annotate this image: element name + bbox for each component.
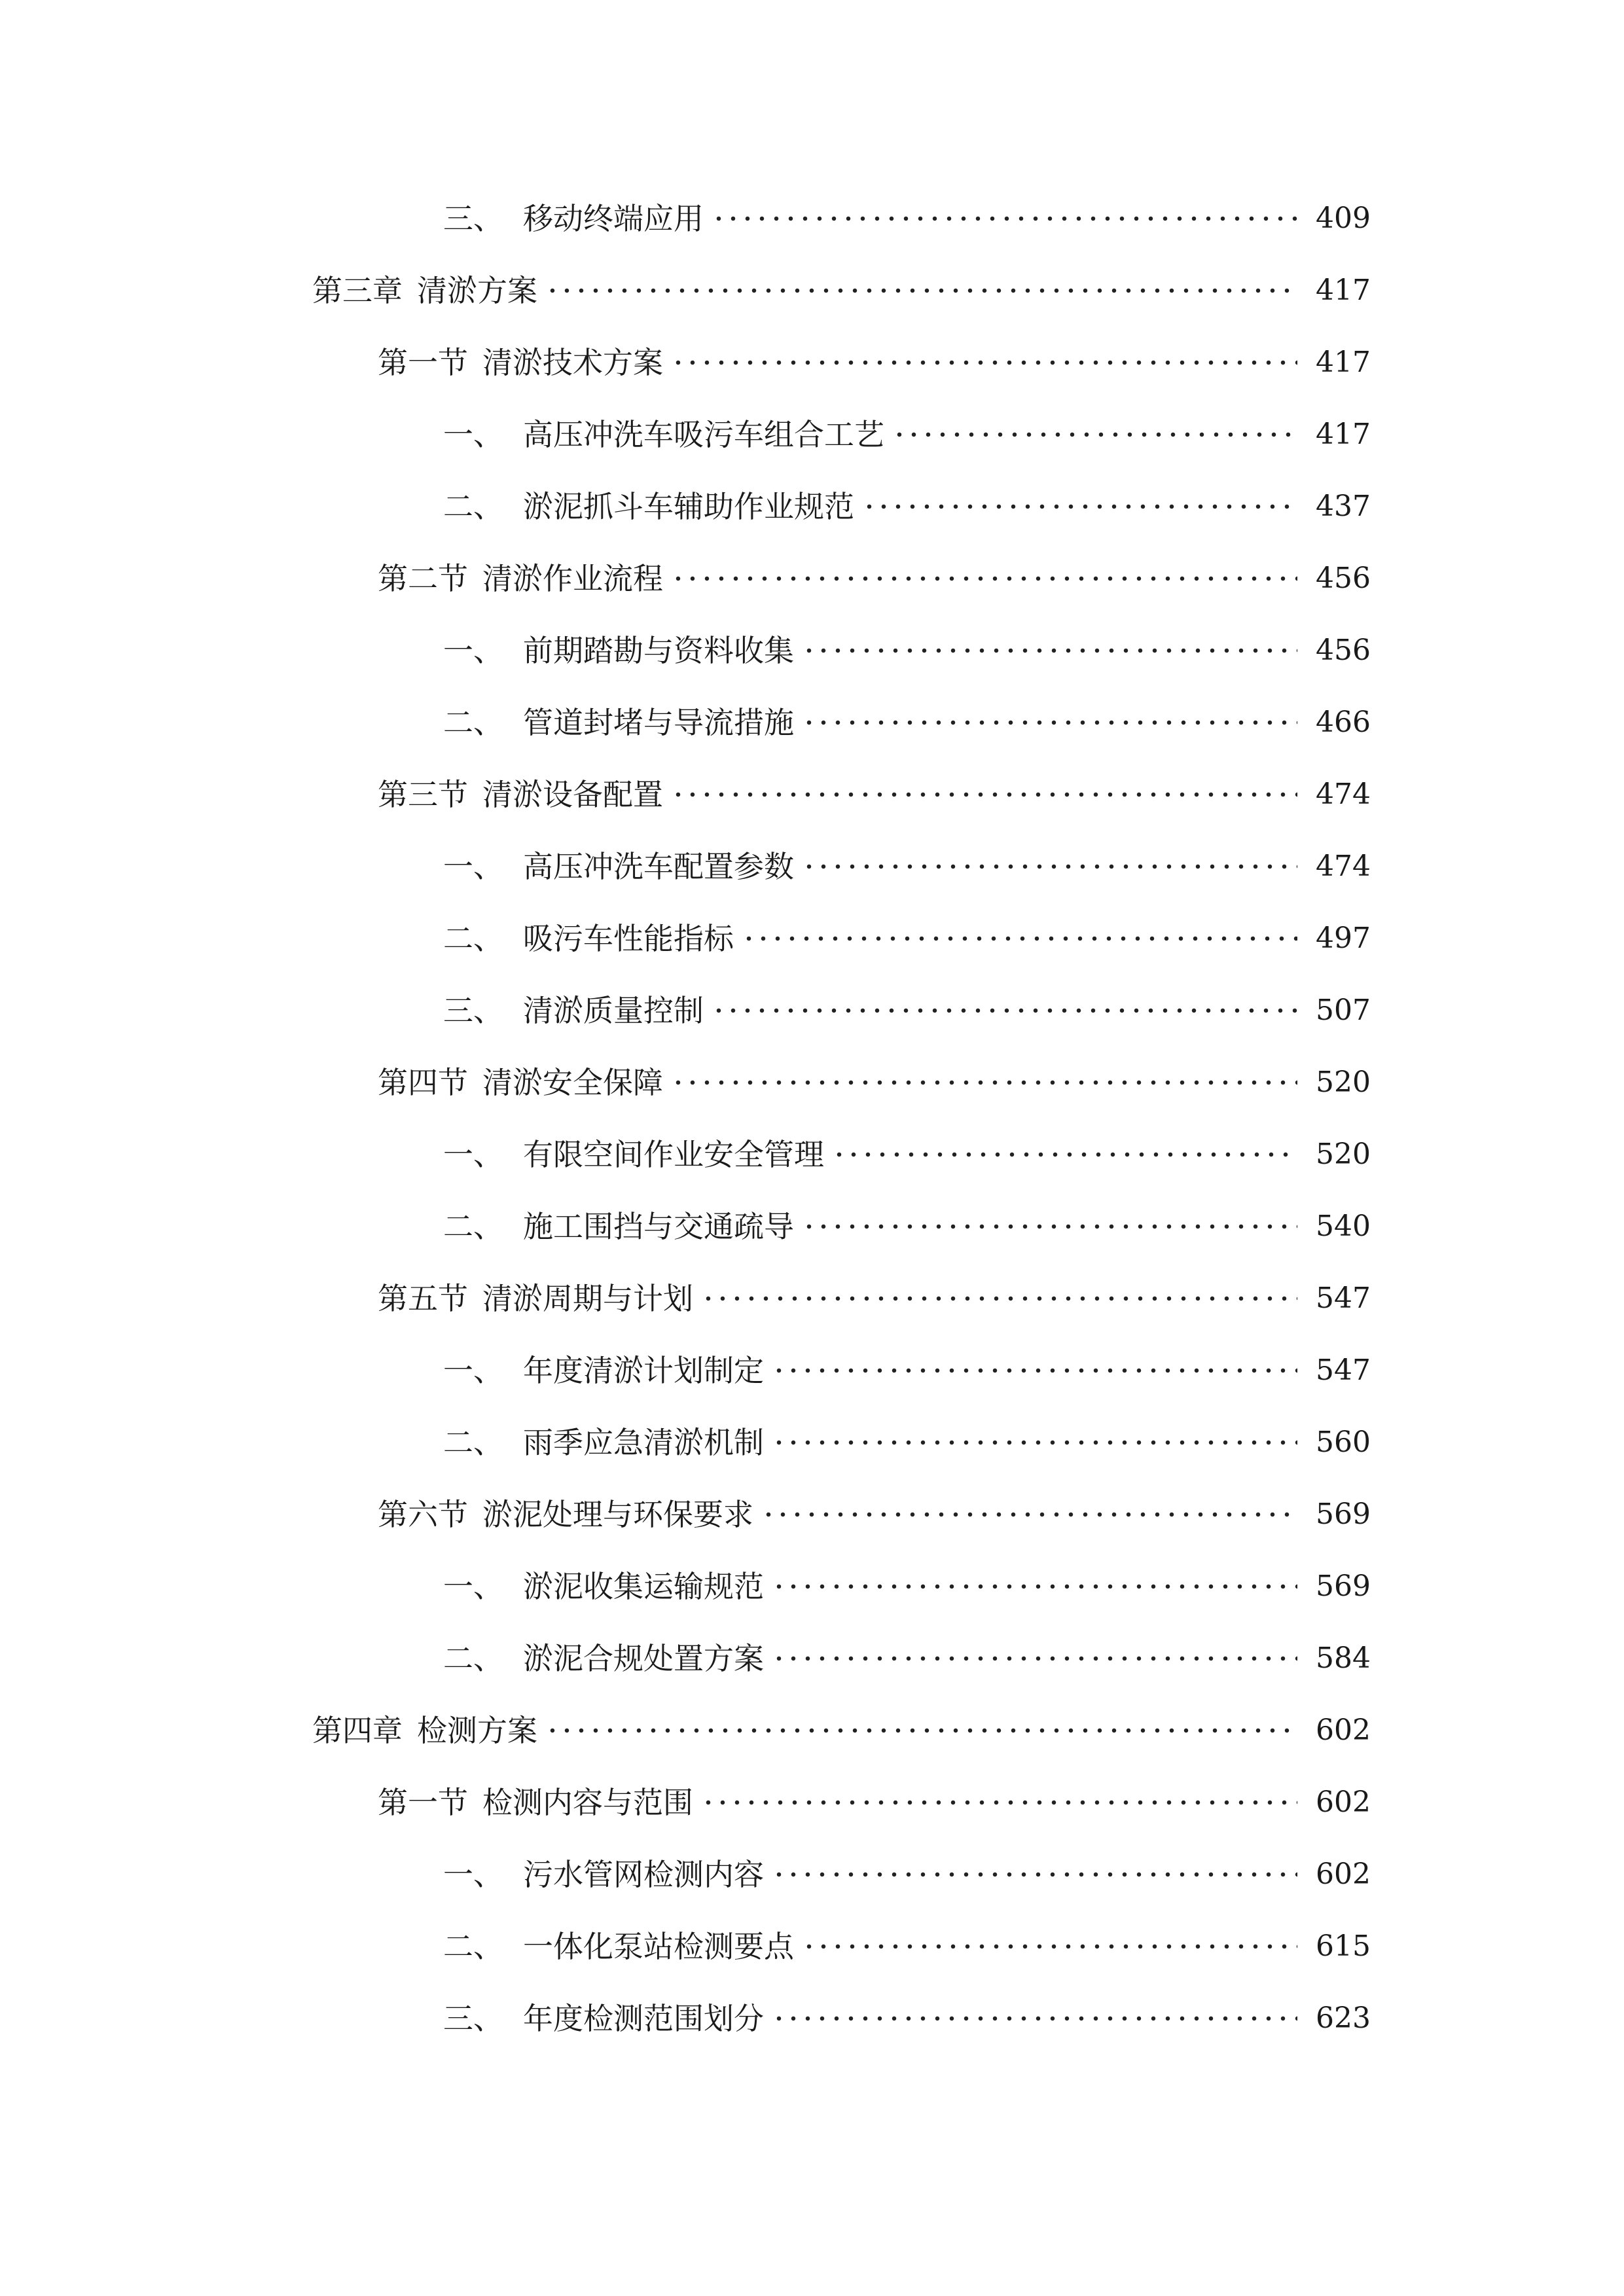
- toc-entry-title: 有限空间作业安全管理: [523, 1137, 824, 1172]
- toc-entry-title: 年度检测范围划分: [523, 2001, 764, 2036]
- toc-entry-page: 520: [1316, 1066, 1371, 1099]
- dot-leader: [772, 1655, 1297, 1662]
- toc-entry-title: 清淤周期与计划: [482, 1281, 693, 1316]
- dot-leader: [671, 359, 1297, 367]
- toc-entry[interactable]: [443, 912, 1371, 965]
- toc-entry-label: [378, 1488, 753, 1541]
- toc-entry[interactable]: [443, 1632, 1371, 1685]
- toc-entry-page: 409: [1316, 202, 1371, 235]
- toc-entry-prefix: 第五节: [378, 1281, 468, 1316]
- toc-entry-label: [443, 480, 854, 533]
- toc-entry[interactable]: [443, 1344, 1371, 1397]
- toc-entry-title: 淤泥收集运输规范: [523, 1569, 764, 1604]
- toc-entry-title: 清淤质量控制: [523, 993, 704, 1028]
- toc-entry-page: 520: [1316, 1138, 1371, 1171]
- toc-entry[interactable]: [443, 1920, 1371, 1973]
- toc-entry-prefix: 第三章: [312, 273, 403, 308]
- toc-entry-prefix: 三、: [443, 201, 503, 236]
- toc-entry-prefix: 二、: [443, 1641, 503, 1676]
- toc-entry[interactable]: [378, 1776, 1371, 1829]
- dot-leader: [671, 791, 1297, 798]
- toc-entry-title: 雨季应急清淤机制: [523, 1425, 764, 1460]
- toc-entry-prefix: 一、: [443, 1569, 503, 1604]
- toc-entry-label: [443, 408, 884, 461]
- toc-entry-label: [312, 264, 537, 317]
- toc-entry-page: 456: [1316, 562, 1371, 595]
- toc-entry-prefix: 一、: [443, 1353, 503, 1388]
- toc-entry[interactable]: [443, 1992, 1371, 2045]
- toc-entry-title: 清淤设备配置: [482, 777, 663, 812]
- toc-entry-label: [443, 624, 794, 677]
- toc-entry-prefix: 第二节: [378, 561, 468, 596]
- toc-entry[interactable]: [312, 1704, 1371, 1757]
- dot-leader: [712, 1007, 1297, 1014]
- toc-entry-label: [443, 1632, 764, 1685]
- toc-entry-title: 检测内容与范围: [482, 1785, 693, 1820]
- toc-entry-label: [443, 696, 794, 749]
- toc-entry-prefix: 一、: [443, 417, 503, 452]
- toc-entry-label: [443, 192, 704, 245]
- dot-leader: [701, 1799, 1297, 1806]
- toc-entry-page: 497: [1316, 922, 1371, 955]
- toc-entry-page: 547: [1316, 1354, 1371, 1387]
- toc-entry-prefix: 二、: [443, 921, 503, 956]
- toc-entry-prefix: 一、: [443, 849, 503, 884]
- toc-entry-title: 年度清淤计划制定: [523, 1353, 764, 1388]
- toc-entry[interactable]: [443, 1416, 1371, 1469]
- toc-entry-label: [378, 1776, 693, 1829]
- toc-entry-label: [378, 1056, 663, 1109]
- toc-entry-prefix: 第三节: [378, 777, 468, 812]
- dot-leader: [772, 1583, 1297, 1590]
- toc-entry-title: 前期踏勘与资料收集: [523, 633, 794, 668]
- toc-entry-label: [443, 1920, 794, 1973]
- toc-entry-page: 569: [1316, 1498, 1371, 1531]
- dot-leader: [802, 647, 1297, 655]
- toc-entry[interactable]: [378, 1272, 1371, 1325]
- toc-entry-label: [443, 1992, 764, 2045]
- toc-entry-page: 602: [1316, 1857, 1371, 1891]
- toc-entry[interactable]: [378, 1056, 1371, 1109]
- toc-entry[interactable]: [378, 552, 1371, 605]
- dot-leader: [742, 935, 1297, 942]
- toc-entry-label: [443, 1128, 824, 1181]
- toc-entry-prefix: 二、: [443, 1929, 503, 1964]
- toc-entry-label: [378, 336, 663, 389]
- toc-entry[interactable]: [443, 840, 1371, 893]
- toc-entry-label: [378, 1272, 693, 1325]
- toc-entry[interactable]: [378, 1488, 1371, 1541]
- toc-entry[interactable]: [443, 480, 1371, 533]
- dot-leader: [862, 503, 1297, 511]
- toc-entry-label: [378, 768, 663, 821]
- dot-leader: [772, 2015, 1297, 2022]
- toc-entry[interactable]: [443, 624, 1371, 677]
- toc-entry-prefix: 一、: [443, 1137, 503, 1172]
- toc-entry-page: 623: [1316, 2001, 1371, 2035]
- toc-entry[interactable]: [378, 336, 1371, 389]
- dot-leader: [545, 287, 1297, 295]
- toc-entry[interactable]: [443, 1848, 1371, 1901]
- dot-leader: [671, 575, 1297, 583]
- toc-entry-prefix: 三、: [443, 2001, 503, 2036]
- toc-entry-title: 淤泥抓斗车辅助作业规范: [523, 489, 854, 524]
- toc-entry-title: 淤泥处理与环保要求: [482, 1497, 753, 1532]
- toc-entry-prefix: 一、: [443, 633, 503, 668]
- dot-leader: [892, 431, 1297, 439]
- toc-entry[interactable]: [312, 264, 1371, 317]
- toc-entry-label: [443, 912, 734, 965]
- toc-entry-prefix: 三、: [443, 993, 503, 1028]
- toc-entry-label: [443, 1560, 764, 1613]
- dot-leader: [802, 1223, 1297, 1230]
- toc-entry[interactable]: [378, 768, 1371, 821]
- toc-entry-title: 淤泥合规处置方案: [523, 1641, 764, 1676]
- toc-entry-title: 清淤安全保障: [482, 1065, 663, 1100]
- dot-leader: [701, 1295, 1297, 1302]
- toc-entry-label: [443, 1200, 794, 1253]
- dot-leader: [712, 215, 1297, 223]
- toc-entry-title: 一体化泵站检测要点: [523, 1929, 794, 1964]
- toc-entry-label: [443, 1344, 764, 1397]
- toc-entry-page: 417: [1316, 418, 1371, 451]
- toc-entry-title: 检测方案: [417, 1713, 537, 1748]
- toc-entry-prefix: 第一节: [378, 1785, 468, 1820]
- toc-entry-title: 高压冲洗车配置参数: [523, 849, 794, 884]
- toc-entry-page: 474: [1316, 778, 1371, 811]
- toc-entry-page: 602: [1316, 1713, 1371, 1747]
- toc-entry[interactable]: [443, 696, 1371, 749]
- toc-entry-page: 474: [1316, 850, 1371, 883]
- dot-leader: [802, 1943, 1297, 1950]
- toc-entry-title: 管道封堵与导流措施: [523, 705, 794, 740]
- toc-entry-prefix: 第六节: [378, 1497, 468, 1532]
- toc-entry-label: [443, 1848, 764, 1901]
- toc-entry-page: 417: [1316, 274, 1371, 307]
- toc-entry-page: 466: [1316, 706, 1371, 739]
- dot-leader: [772, 1871, 1297, 1878]
- toc-entry-prefix: 二、: [443, 705, 503, 740]
- toc-entry-title: 清淤技术方案: [482, 345, 663, 380]
- toc-entry-page: 615: [1316, 1929, 1371, 1963]
- dot-leader: [671, 1079, 1297, 1086]
- dot-leader: [802, 863, 1297, 870]
- toc-entry-title: 施工围挡与交通疏导: [523, 1209, 794, 1244]
- toc-entry-page: 602: [1316, 1785, 1371, 1819]
- toc-entry-page: 507: [1316, 994, 1371, 1027]
- toc-entry-label: [312, 1704, 537, 1757]
- toc-entry-label: [443, 840, 794, 893]
- toc-entry-page: 584: [1316, 1641, 1371, 1675]
- toc-entry-page: 560: [1316, 1426, 1371, 1459]
- toc-entry-prefix: 第四节: [378, 1065, 468, 1100]
- toc-entry-prefix: 二、: [443, 1425, 503, 1460]
- toc-entry[interactable]: [443, 984, 1371, 1037]
- toc-entry-prefix: 第一节: [378, 345, 468, 380]
- toc-entry-prefix: 二、: [443, 489, 503, 524]
- toc-entry-prefix: 二、: [443, 1209, 503, 1244]
- toc-entry-title: 移动终端应用: [523, 201, 704, 236]
- toc-entry-page: 417: [1316, 346, 1371, 379]
- toc-entry-page: 569: [1316, 1570, 1371, 1603]
- toc-entry-label: [443, 1416, 764, 1469]
- dot-leader: [545, 1727, 1297, 1734]
- toc-entry-title: 清淤作业流程: [482, 561, 663, 596]
- toc-entry-title: 污水管网检测内容: [523, 1857, 764, 1892]
- toc-entry-page: 540: [1316, 1210, 1371, 1243]
- toc-entry-title: 清淤方案: [417, 273, 537, 308]
- dot-leader: [761, 1511, 1297, 1518]
- toc-entry[interactable]: [443, 192, 1371, 245]
- toc-entry[interactable]: [443, 1128, 1371, 1181]
- toc-entry-label: [443, 984, 704, 1037]
- toc-entry[interactable]: [443, 1560, 1371, 1613]
- dot-leader: [802, 719, 1297, 726]
- toc-entry-page: 547: [1316, 1282, 1371, 1315]
- toc-entry-title: 高压冲洗车吸污车组合工艺: [523, 417, 884, 452]
- toc-entry[interactable]: [443, 408, 1371, 461]
- toc-entry-prefix: 一、: [443, 1857, 503, 1892]
- dot-leader: [772, 1439, 1297, 1446]
- toc-entry-prefix: 第四章: [312, 1713, 403, 1748]
- dot-leader: [832, 1151, 1297, 1158]
- toc-entry-title: 吸污车性能指标: [523, 921, 734, 956]
- toc-entry[interactable]: [443, 1200, 1371, 1253]
- toc-entry-page: 437: [1316, 490, 1371, 523]
- toc-entry-page: 456: [1316, 634, 1371, 667]
- toc-entry-label: [378, 552, 663, 605]
- dot-leader: [772, 1367, 1297, 1374]
